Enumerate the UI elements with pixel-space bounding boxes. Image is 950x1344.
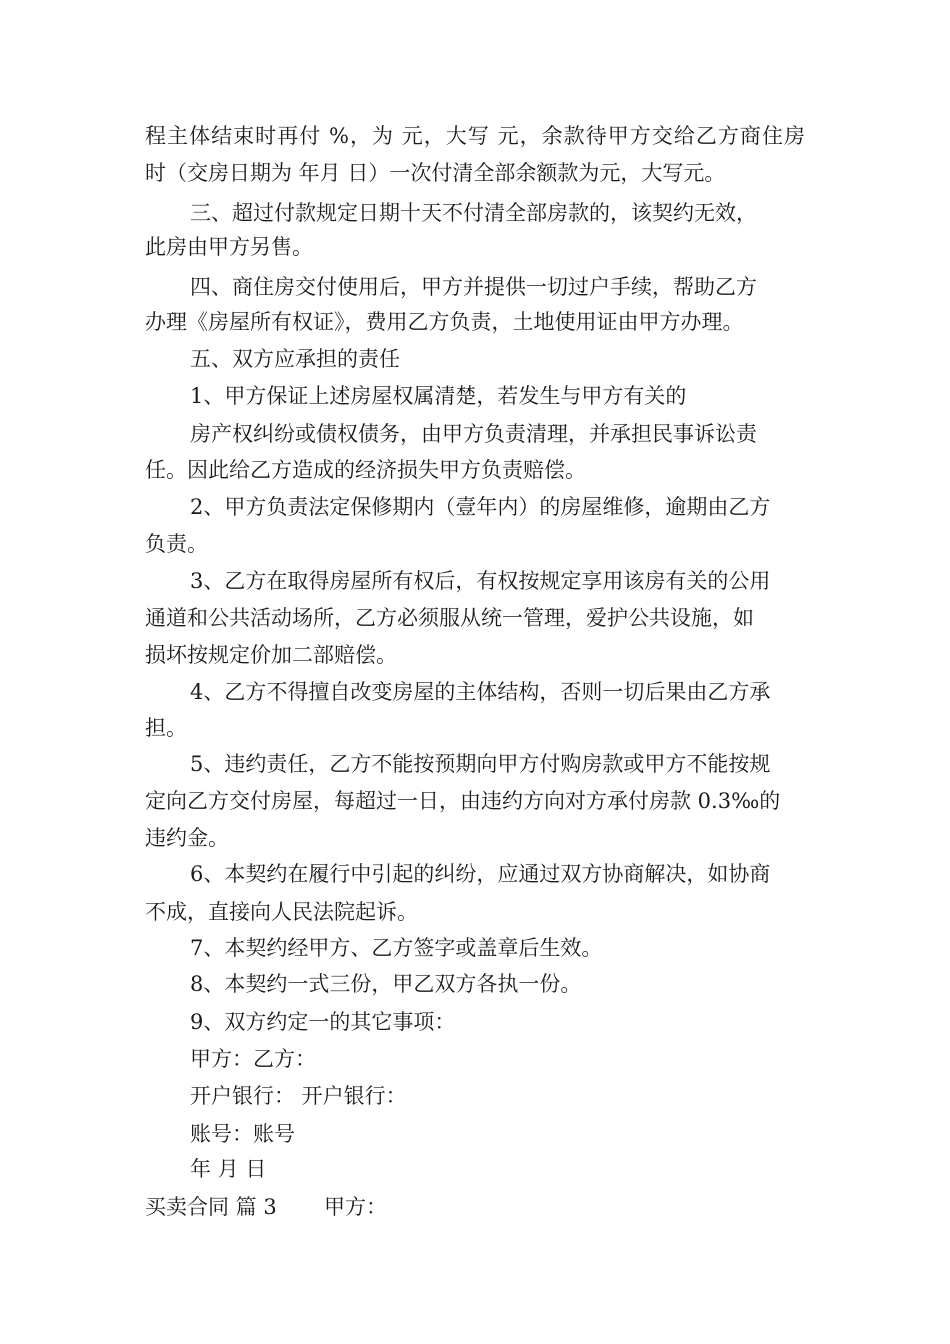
bank-line: 开户银行： 开户银行：	[190, 1084, 407, 1108]
date-line: 年 月 日	[190, 1157, 267, 1181]
text-line: 定向乙方交付房屋，每超过一日，由违约方向对方承付房款 0.3‰的	[145, 789, 781, 813]
signature-party-line: 甲方：乙方：	[190, 1047, 316, 1071]
text-line: 此房由甲方另售。	[145, 235, 313, 259]
text-line: 违约金。	[145, 826, 229, 850]
section-heading: 五、双方应承担的责任	[190, 347, 400, 371]
text-line: 房产权纠纷或债权债务，由甲方负责清理，并承担民事诉讼责	[190, 422, 757, 446]
text-line: 任。因此给乙方造成的经济损失甲方负责赔偿。	[145, 458, 586, 482]
section-title: 买卖合同 篇 3	[145, 1195, 277, 1219]
text-line: 6、本契约在履行中引起的纠纷，应通过双方协商解决，如协商	[190, 862, 771, 886]
account-line: 账号：账号	[190, 1122, 295, 1146]
text-line: 1、甲方保证上述房屋权属清楚，若发生与甲方有关的	[190, 384, 687, 408]
text-line: 办理《房屋所有权证》，费用乙方负责，土地使用证由甲方办理。	[145, 310, 744, 334]
text-line: 9、双方约定一的其它事项：	[190, 1010, 456, 1034]
text-line: 7、本契约经甲方、乙方签字或盖章后生效。	[190, 936, 603, 960]
party-a-label: 甲方：	[324, 1195, 387, 1219]
text-line: 三、超过付款规定日期十天不付清全部房款的，该契约无效，	[190, 201, 757, 225]
text-line: 3、乙方在取得房屋所有权后，有权按规定享用该房有关的公用	[190, 569, 771, 593]
text-line: 不成，直接向人民法院起诉。	[145, 900, 418, 924]
text-line: 四、商住房交付使用后，甲方并提供一切过户手续，帮助乙方	[190, 275, 757, 299]
text-line: 8、本契约一式三份，甲乙双方各执一份。	[190, 972, 582, 996]
text-line: 损坏按规定价加二部赔偿。	[145, 643, 397, 667]
text-line: 负责。	[145, 532, 208, 556]
text-line: 通道和公共活动场所，乙方必须服从统一管理，爱护公共设施，如	[145, 606, 754, 630]
text-line: 4、乙方不得擅自改变房屋的主体结构，否则一切后果由乙方承	[190, 680, 771, 704]
text-line: 程主体结束时再付 %，为 元，大写 元，余款待甲方交给乙方商住房	[145, 124, 805, 148]
text-line: 2、甲方负责法定保修期内（壹年内）的房屋维修，逾期由乙方	[190, 495, 771, 519]
text-line: 时（交房日期为 年月 日）一次付清全部余额款为元，大写元。	[145, 161, 726, 185]
text-line: 5、违约责任，乙方不能按预期向甲方付购房款或甲方不能按规	[190, 752, 771, 776]
text-line: 担。	[145, 716, 187, 740]
